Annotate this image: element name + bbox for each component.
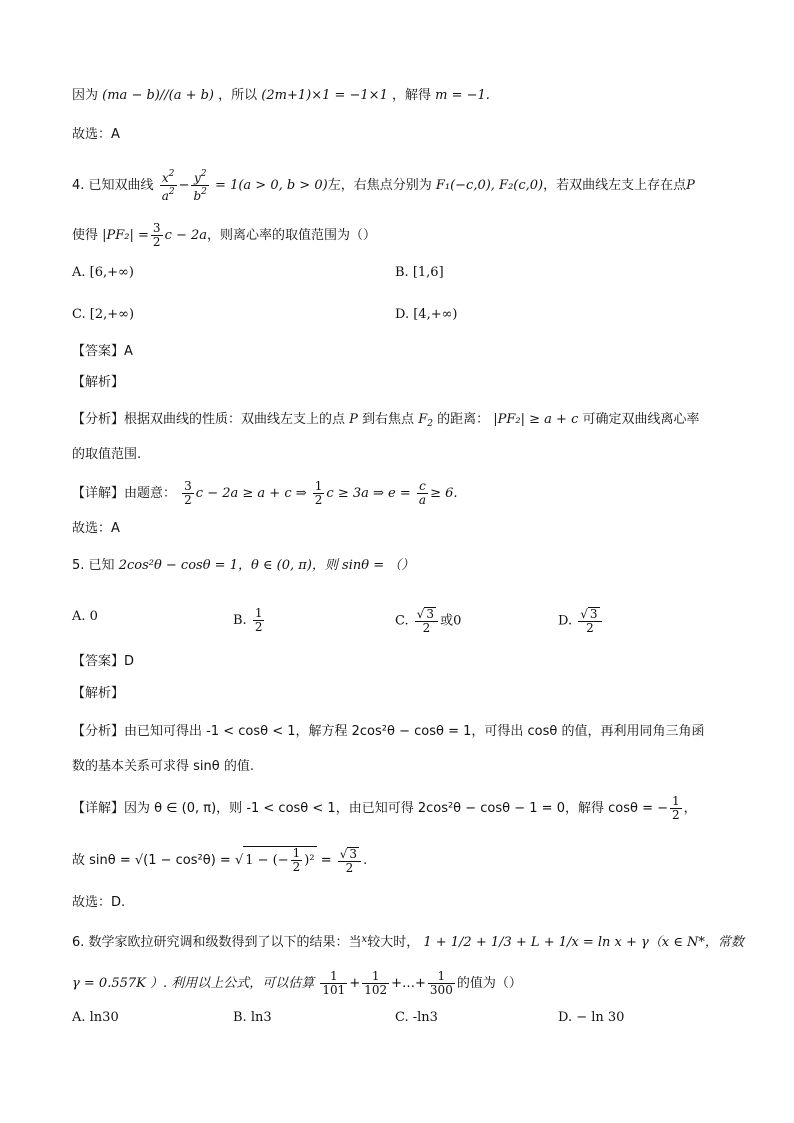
q5-xiangjie-2: 故 sinθ = √(1 − cos²θ) = √ 1 − (− $\frac{1}{2}$ )² = $\frac{√ 3}{2}$ . — [72, 846, 368, 875]
q4-fenxi-2: 的取值范围. — [72, 447, 142, 462]
frac-sqrt3-2: $\frac{√ 3}{2}$ — [578, 607, 601, 635]
q4-stem: 4. 已知双曲线 $\frac{x^2}{a^2}$ − $\frac{y^2}{b^2}$ = 1(a > 0, b > 0)左，右焦点分别为 F₁(−c,0), F₂(c,0)，若双曲线左支上存在点P — [72, 169, 695, 203]
q5-fenxi-2: 数的基本关系可求得 sinθ 的值. — [72, 759, 254, 774]
text: 使得 — [72, 228, 99, 243]
q4-fenxi — [72, 410, 700, 434]
math-eq: (2m+1)×1 = −1×1 — [261, 88, 388, 103]
text: 的距离： — [437, 412, 490, 427]
math-pf2: |PF₂| = — [102, 228, 149, 243]
q6-number: 6. 数学家欧拉研究调和级数得到了以下的结果：当 — [72, 935, 362, 950]
q4-option-c: C. [2,+∞) — [72, 307, 135, 322]
var-p: P — [349, 412, 358, 427]
math-expr: c − 2a — [164, 228, 208, 243]
q6-option-c: C. -ln3 — [395, 1010, 438, 1025]
prev-solution-line — [72, 86, 490, 106]
prev-answer: 故选：A — [72, 127, 120, 142]
frac-3-2: $\frac{3}{2}$ — [184, 479, 192, 507]
q5-equation: 2cos²θ − cosθ = 1，θ ∈ (0, π)，则 sinθ = （） — [118, 558, 415, 573]
q5-option-d — [558, 607, 604, 635]
q5-xiangjie-1: 【详解】因为 θ ∈ (0, π)，则 -1 < cosθ < 1，由已知可得 2cos²θ − cosθ − 1 = 0，解得 cosθ = − $\frac{1}{2}$ ， — [72, 794, 697, 822]
label: C. — [395, 613, 409, 629]
frac-y2-b2: $\frac{y^2}{b^2}$ — [193, 169, 207, 203]
frac-1-300: $\frac{1}{300}$ — [429, 969, 453, 997]
text: 或0 — [440, 613, 462, 629]
q4-answer: 【答案】A — [72, 344, 133, 359]
text: ，若双曲线左支上存在点 — [543, 178, 687, 193]
math: c ≥ 3a ⇒ e = — [326, 486, 411, 501]
math: c − 2a ≥ a + c ⇒ — [195, 486, 307, 501]
q4-final: 故选：A — [72, 521, 120, 536]
q4-foci: F₁(−c,0), F₂(c,0) — [435, 178, 544, 193]
q4-number: 4. 已知双曲线 — [72, 178, 154, 193]
text: 【详解】因为 θ ∈ (0, π)，则 -1 < cosθ < 1，由已知可得 2cos²θ − cosθ − 1 = 0，解得 cosθ = − — [72, 801, 668, 816]
text: 故 sinθ = √(1 − cos²θ) = — [72, 853, 231, 868]
text: 的值为（） — [456, 976, 522, 991]
math-ineq: |PF₂| ≥ a + c — [493, 412, 579, 427]
q6-option-b: B. ln3 — [233, 1010, 272, 1025]
text: ，所以 — [218, 88, 258, 103]
q5-jiexi: 【解析】 — [72, 686, 125, 701]
frac-c-a: $\frac{c}{a}$ — [418, 479, 427, 507]
text: 较大时， — [367, 935, 420, 950]
math-vector-expr: (ma − b)//(a + b) — [102, 88, 214, 103]
q5-option-b — [233, 607, 266, 634]
q5-final: 故选：D. — [72, 895, 126, 910]
q6-option-a: A. ln30 — [72, 1010, 119, 1025]
var-f2: $F_2$ — [418, 412, 433, 429]
text: 可确定双曲线离心率 — [582, 412, 700, 427]
text: 【详解】由题意： — [72, 486, 177, 501]
frac-x2-a2: $\frac{x^2}{a^2}$ — [161, 169, 175, 203]
frac-3-2: $\frac{3}{2}$ — [152, 221, 161, 249]
q4-stem-line2 — [72, 222, 376, 249]
frac-1-102: $\frac{1}{102}$ — [364, 969, 388, 997]
q4-option-b: B. [1,6] — [395, 265, 444, 280]
q5-stem — [72, 556, 414, 576]
frac-sqrt3-2: $\frac{√ 3}{2}$ — [415, 607, 438, 635]
text: 【分析】根据双曲线的性质：双曲线左支上的点 — [72, 412, 346, 427]
var-x: x — [361, 934, 368, 945]
q4-jiexi: 【解析】 — [72, 375, 125, 390]
label: D. — [558, 613, 573, 629]
label: B. — [233, 613, 247, 628]
math-result: m = −1. — [435, 88, 490, 103]
q5-fenxi-1: 【分析】由已知可得出 -1 < cosθ < 1，解方程 2cos²θ − cosθ = 1，可得出 cosθ 的值，再利用同角三角函 — [72, 724, 705, 739]
math-sqrt: √ 1 − (− $\frac{1}{2}$ )² — [234, 846, 315, 874]
text: ，则离心率的取值范围为（） — [207, 228, 377, 243]
q6-stem-line2: γ = 0.557K ）. 利用以上公式，可以估算 $\frac{1}{101}$ + $\frac{1}{102}$ +…+ $\frac{1}{300}$ 的值为（） — [72, 969, 522, 997]
frac-1-2: $\frac{1}{2}$ — [671, 794, 680, 822]
q6-stem — [72, 930, 744, 953]
var-p: P — [686, 178, 695, 193]
frac-1-101: $\frac{1}{101}$ — [322, 969, 346, 997]
q6-gamma: γ = 0.557K ）. 利用以上公式，可以估算 — [72, 976, 315, 991]
q6-formula: 1 + 1/2 + 1/3 + L + 1/x = ln x + γ（x ∈ N*，常数 — [423, 935, 744, 950]
q6-option-d: D. − ln 30 — [558, 1010, 625, 1025]
q5-option-a: A. 0 — [72, 609, 98, 624]
text: 左，右焦点分别为 — [327, 178, 432, 193]
text: 因为 — [72, 88, 99, 103]
q4-option-a: A. [6,+∞) — [72, 265, 134, 280]
q5-answer: 【答案】D — [72, 654, 135, 669]
math: ≥ 6. — [430, 486, 458, 501]
q4-option-d: D. [4,+∞) — [395, 307, 458, 322]
q4-xiangjie — [72, 480, 458, 507]
q5-number: 5. 已知 — [72, 558, 115, 573]
frac-sqrt3-2: $\frac{√ 3}{2}$ — [338, 847, 361, 875]
text: = — [320, 853, 332, 868]
frac-1-2: $\frac{1}{2}$ — [254, 606, 263, 634]
q4-condition: = 1(a > 0, b > 0) — [215, 178, 328, 193]
text: 到右焦点 — [362, 412, 415, 427]
q5-option-c — [395, 607, 461, 635]
text: ，解得 — [392, 88, 432, 103]
frac-1-2: $\frac{1}{2}$ — [314, 479, 323, 507]
